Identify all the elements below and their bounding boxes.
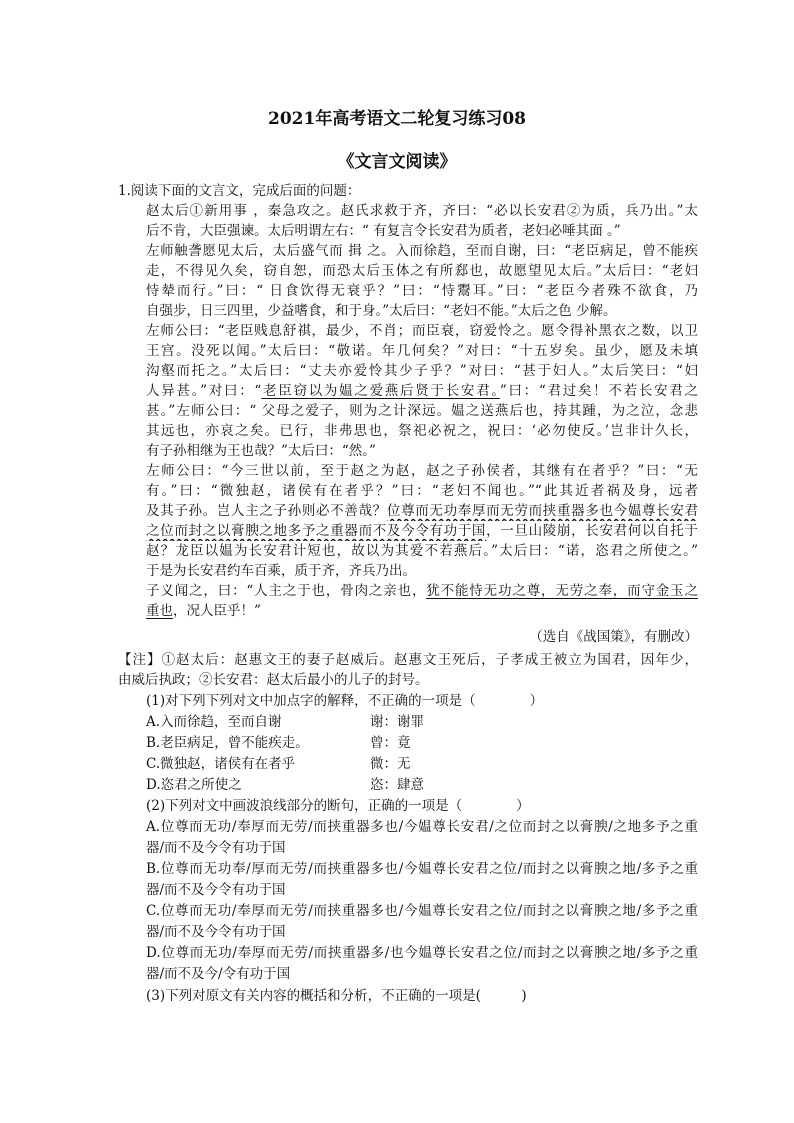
question-2-option-a[interactable]: A.位尊而无功/奉厚而无劳/而挟重器多也/今媪尊长安君/之位而封之以膏腴/之地多予之重 <box>146 819 698 835</box>
passage-line-wavy <box>146 521 698 541</box>
question-2-option-a-cont[interactable]: 器/而不及今令有功于国 <box>146 840 286 856</box>
wavy-underlined-segment: 位尊而无功奉厚而无劳而挟重器多也今媪尊长安君 <box>386 503 698 519</box>
passage-line: 其远也，亦哀之矣。已行，非弗思也，祭祀必祝之，祝曰：‘必勿使反。’岂非计久长， <box>146 423 698 439</box>
passage-line-underlined <box>146 601 698 621</box>
passage-line-underlined <box>146 581 698 601</box>
passage-line: 王宫。没死以闻。”太后曰：“敬诺。年几何矣？”对曰：“十五岁矣。虽少，愿及未填 <box>146 343 698 359</box>
question-1-option-d[interactable] <box>146 775 698 795</box>
passage-line: 赵太后①新用事 ，秦急攻之。赵氏求救于齐，齐曰：“必以长安君②为质，兵乃出。”太 <box>146 203 698 219</box>
passage-line: 甚。”左师公曰：“ 父母之爱子，则为之计深远。媪之送燕后也，持其踵，为之泣，念悲 <box>146 403 698 419</box>
passage-line-text: 人异甚。”对曰：“老臣窃以为媪之爱燕后贤于长安君。”曰：“君过矣！不若长安君之 <box>146 383 698 399</box>
source-note: （选自《战国策》，有删改） <box>529 629 698 645</box>
passage-line: 左师公曰：“今三世以前，至于赵之为赵，赵之子孙侯者，其继有在者乎？”曰：“无 <box>146 463 698 479</box>
question-2-option-b-cont[interactable]: 器/而不及今令有功于国 <box>146 882 286 898</box>
document-subtitle: 《文言文阅读》 <box>337 152 457 172</box>
passage-line: 左师公曰：“老臣贱息舒祺，最少，不肖；而臣衰，窃爱怜之。愿令得补黑衣之数，以卫 <box>146 323 698 339</box>
passage-line: 自强步，日三四里，少益嗜食，和于身。”太后曰：“老妇不能。”太后之色 少解。 <box>146 303 617 319</box>
question-2-option-c[interactable]: C.位尊而无功/奉厚而无劳/而挟重器多也/今媪尊长安君之位/而封之以膏腴之地/多予之重 <box>146 903 698 919</box>
option-text: B.老臣病足，曾不能疾走。 <box>146 735 309 751</box>
passage-line-text: 之位而封之以膏腴之地多予之重器而不及今令有功于国，一旦山陵崩，长安君何以自托于 <box>146 523 698 539</box>
question-1-option-a[interactable] <box>146 712 698 732</box>
wavy-underlined-segment: 之位而封之以膏腴之地多予之重器而不及今令有功于国 <box>146 523 487 539</box>
question-2-option-d[interactable]: D.位尊而无功/奉厚而无劳/而挟重器多/也今媪尊长安君之位/而封之以膏腴之地/多予之重 <box>146 945 698 961</box>
passage-line: 于是为长安君约车百乘，质于齐，齐兵乃出。 <box>146 563 416 579</box>
passage-line: 左师触詟愿见太后，太后盛气而 揖 之。入而徐趋，至而自谢，曰：“老臣病足，曾不能疾 <box>146 243 698 259</box>
question-3-stem: (3)下列对原文有关内容的概括和分析，不正确的一项是( ) <box>146 988 527 1004</box>
option-gloss: 恣：肆意 <box>370 777 424 793</box>
question-2-stem: (2)下列对文中画波浪线部分的断句，正确的一项是（ ） <box>146 798 530 814</box>
question-intro: 1.阅读下面的文言文，完成后面的问题： <box>118 183 361 199</box>
document-title: 2021年高考语文二轮复习练习08 <box>268 109 526 129</box>
option-text: C.微独赵，诸侯有在者乎 <box>146 756 296 772</box>
question-1-option-c[interactable] <box>146 754 698 774</box>
question-1-stem: (1)对下列下列对文中加点字的解释，不正确的一项是（ ） <box>146 693 544 709</box>
passage-line: 走，不得见久矣，窃自恕，而恐太后玉体之有所郄也，故愿望见太后。”太后曰：“老妇 <box>146 263 698 279</box>
passage-line-wavy <box>146 501 698 521</box>
passage-line-text: 重也，况人臣乎！” <box>146 603 261 619</box>
underlined-sentence: 重也 <box>146 603 173 619</box>
question-2-option-b[interactable]: B.位尊而无功奉/厚而无劳/而挟重器多也/今媪尊长安君之位/而封之以膏腴之地/多予之重 <box>146 861 698 877</box>
option-gloss: 谢：谢罪 <box>370 714 424 730</box>
passage-line-text: 及其子孙。岂人主之子孙则必不善哉？位尊而无功奉厚而无劳而挟重器多也今媪尊长安君 <box>146 503 698 519</box>
notes-line: 【注】①赵太后：赵惠文王的妻子赵威后。赵惠文王死后，子孝成王被立为国君，因年少， <box>118 652 698 668</box>
option-gloss: 曾：竟 <box>370 735 411 751</box>
passage-line-text: 子义闻之，曰：“人主之于也，骨肉之亲也，犹不能恃无功之尊，无劳之奉，而守金玉之 <box>146 583 698 599</box>
option-text: D.恣君之所使之 <box>146 777 242 793</box>
question-2-option-d-cont[interactable]: 器/而不及今/令有功于国 <box>146 966 291 982</box>
passage-line: 有。”曰：“微独赵，诸侯有在者乎？”曰：“老妇不闻也。”“此其近者祸及身，远者 <box>146 483 698 499</box>
underlined-sentence: 犹不能恃无功之尊，无劳之奉，而守金玉之 <box>426 583 698 599</box>
passage-line: 沟壑而托之。”太后曰：“丈夫亦爱怜其少子乎？”对曰：“甚于妇人。”太后笑曰：“妇 <box>146 363 698 379</box>
option-gloss: 微：无 <box>370 756 411 772</box>
passage-line-underlined <box>146 381 698 401</box>
passage-line: 赵？龙臣以媪为长安君计短也，故以为其爱不若燕后。”太后曰：“诺，恣君之所使之。” <box>146 543 698 559</box>
notes-line: 由威后执政；②长安君：赵太后最小的儿子的封号。 <box>118 672 429 688</box>
question-1-option-b[interactable] <box>146 733 698 753</box>
underlined-sentence: 老臣窃以为媪之爱燕后贤于长安君。 <box>261 383 500 399</box>
passage-line: 后不肯，大臣强谏。太后明谓左右：“ 有复言令长安君为质者，老妇必唾其面 。” <box>146 223 621 239</box>
option-text: A.入而徐趋，至而自谢 <box>146 714 282 730</box>
question-2-option-c-cont[interactable]: 器/而不及今令有功于国 <box>146 924 286 940</box>
passage-line: 恃辇而行。”曰：“ 日食饮得无衰乎？”曰：“恃鬻耳。”曰：“老臣今者殊不欲食，乃 <box>146 283 698 299</box>
passage-line: 有子孙相继为王也哉？”太后曰：“然。” <box>146 443 376 459</box>
